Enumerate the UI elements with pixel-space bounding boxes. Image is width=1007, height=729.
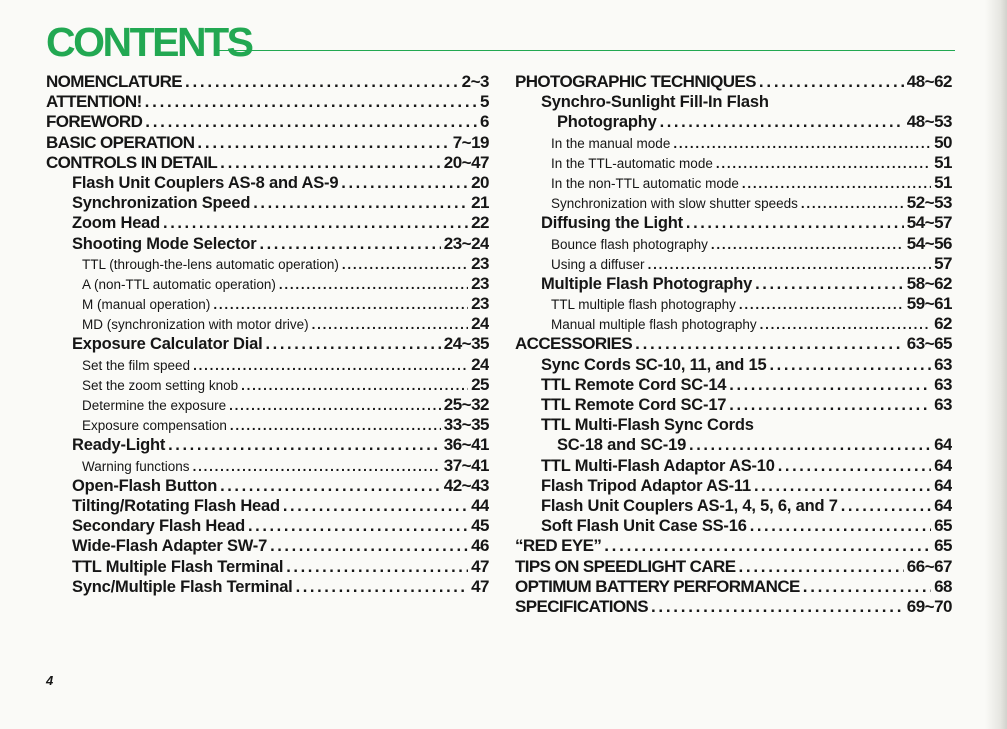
toc-right-column bbox=[515, 72, 952, 617]
toc-leader-dots bbox=[185, 72, 459, 92]
toc-leader-dots bbox=[230, 416, 441, 435]
toc-leader-dots bbox=[689, 435, 931, 455]
toc-entry-title: SPECIFICATIONS bbox=[515, 596, 648, 616]
toc-entry-title: ACCESSORIES bbox=[515, 334, 633, 354]
toc-entry-title: M (manual operation) bbox=[82, 297, 211, 313]
toc-entry-page: 63 bbox=[934, 354, 952, 374]
toc-leader-dots bbox=[229, 396, 441, 415]
toc-entry-title: TTL (through-the-lens automatic operation) bbox=[82, 256, 339, 272]
toc-entry-title: Exposure compensation bbox=[82, 418, 227, 434]
toc-entry bbox=[46, 112, 489, 132]
toc-leader-dots bbox=[312, 315, 469, 334]
toc-entry-title: BASIC OPERATION bbox=[46, 132, 195, 152]
toc-entry-page: 63 bbox=[934, 374, 952, 394]
toc-entry-title: Wide-Flash Adapter SW-7 bbox=[72, 537, 268, 556]
toc-leader-dots bbox=[193, 457, 441, 476]
toc-entry bbox=[515, 395, 952, 415]
toc-entry-page: 65 bbox=[934, 516, 952, 536]
toc-leader-dots bbox=[341, 173, 468, 193]
toc-entry bbox=[46, 496, 489, 516]
toc-entry bbox=[46, 415, 489, 435]
toc-entry-title: OPTIMUM BATTERY PERFORMANCE bbox=[515, 576, 800, 596]
toc-entry-page: 22 bbox=[471, 213, 489, 233]
toc-entry-title: TTL Remote Cord SC-14 bbox=[541, 375, 727, 394]
toc-entry-page: 44 bbox=[471, 495, 489, 515]
toc-entry bbox=[46, 516, 489, 536]
toc-entry-title: A (non-TTL automatic operation) bbox=[82, 276, 276, 292]
toc-entry-title: Bounce flash photography bbox=[551, 236, 708, 252]
toc-entry bbox=[46, 476, 489, 496]
toc-entry-page: 23 bbox=[471, 294, 489, 314]
toc-entry-page: 23 bbox=[471, 253, 489, 273]
toc-entry-title: Flash Unit Couplers AS-1, 4, 5, 6, and 7 bbox=[541, 496, 838, 515]
toc-leader-dots bbox=[283, 496, 468, 516]
toc-entry-page: 63~65 bbox=[906, 334, 952, 354]
toc-leader-dots bbox=[729, 375, 931, 395]
toc-entry bbox=[515, 153, 952, 173]
toc-leader-dots bbox=[759, 72, 904, 92]
toc-leader-dots bbox=[742, 174, 931, 193]
toc-entry-title: Photography bbox=[557, 113, 657, 132]
toc-entry bbox=[46, 577, 489, 597]
toc-leader-dots bbox=[801, 194, 904, 213]
toc-leader-dots bbox=[686, 213, 904, 233]
toc-entry-page: 20~47 bbox=[443, 152, 489, 172]
toc-entry-title: Sync/Multiple Flash Terminal bbox=[72, 577, 293, 596]
toc-entry bbox=[46, 213, 489, 233]
toc-entry bbox=[46, 456, 489, 476]
toc-leader-dots bbox=[145, 92, 477, 112]
toc-entry-page: 51 bbox=[934, 152, 952, 172]
toc-entry-page: 46 bbox=[471, 536, 489, 556]
toc-entry-page: 25 bbox=[471, 374, 489, 394]
toc-entry bbox=[46, 536, 489, 556]
toc-entry-title: NOMENCLATURE bbox=[46, 72, 183, 91]
toc-entry bbox=[46, 435, 489, 455]
toc-entry-title: Sync Cords SC-10, 11, and 15 bbox=[541, 355, 767, 374]
toc-entry-title: TIPS ON SPEEDLIGHT CARE bbox=[515, 556, 736, 576]
toc-leader-dots bbox=[163, 213, 468, 233]
toc-entry-title: PHOTOGRAPHIC TECHNIQUES bbox=[515, 72, 756, 91]
toc-leader-dots bbox=[279, 275, 468, 294]
toc-entry-title: Soft Flash Unit Case SS-16 bbox=[541, 517, 747, 536]
toc-entry-title: Set the zoom setting knob bbox=[82, 377, 239, 393]
toc-entry-title: TTL Multi-Flash Sync Cords bbox=[541, 416, 754, 435]
toc-entry-page: 50 bbox=[934, 132, 952, 152]
toc-entry-page: 48~53 bbox=[906, 112, 952, 132]
toc-leader-dots bbox=[241, 376, 468, 395]
toc-entry-title: ATTENTION! bbox=[46, 92, 142, 112]
toc-entry-title: TTL Remote Cord SC-17 bbox=[541, 396, 727, 414]
toc-entry-page: 68 bbox=[934, 576, 952, 596]
toc-entry-page: 47 bbox=[471, 576, 489, 596]
toc-entry-page: 6 bbox=[480, 112, 489, 132]
toc-left-column bbox=[46, 72, 489, 597]
toc-leader-dots bbox=[760, 315, 931, 334]
toc-entry bbox=[46, 375, 489, 395]
toc-entry-title: Determine the exposure bbox=[82, 398, 227, 413]
toc-entry bbox=[515, 456, 952, 476]
toc-entry-title: Ready-Light bbox=[72, 436, 166, 455]
toc-entry bbox=[46, 133, 489, 153]
toc-leader-dots bbox=[342, 255, 468, 274]
toc-entry-page: 64 bbox=[934, 475, 952, 495]
toc-entry-title: Synchronization Speed bbox=[72, 194, 251, 213]
toc-leader-dots bbox=[168, 435, 441, 455]
toc-entry bbox=[515, 516, 952, 536]
toc-entry-title: Manual multiple flash photography bbox=[551, 317, 757, 333]
toc-entry-page: 24 bbox=[471, 354, 489, 374]
toc-entry bbox=[515, 173, 952, 193]
toc-entry bbox=[515, 274, 952, 294]
toc-entry bbox=[515, 314, 952, 334]
toc-leader-dots bbox=[604, 536, 931, 556]
toc-entry-page: 64 bbox=[934, 455, 952, 475]
toc-entry bbox=[515, 254, 952, 274]
toc-entry bbox=[515, 597, 952, 617]
toc-entry-page: 37~41 bbox=[443, 455, 489, 475]
toc-entry-page: 23~24 bbox=[443, 233, 489, 253]
toc-entry-title: SC-18 and SC-19 bbox=[557, 436, 687, 455]
toc-entry-page: 57 bbox=[934, 253, 952, 273]
toc-entry-title: Synchronization with slow shutter speeds bbox=[551, 196, 798, 212]
toc-leader-dots bbox=[248, 516, 468, 536]
toc-entry-page: 5 bbox=[480, 92, 489, 112]
toc-leader-dots bbox=[270, 536, 468, 556]
toc-entry-title: Flash Unit Couplers AS-8 and AS-9 bbox=[72, 173, 339, 192]
toc-entry-title: MD (synchronization with motor drive) bbox=[82, 317, 309, 333]
toc-entry bbox=[46, 314, 489, 334]
toc-entry-title: Open-Flash Button bbox=[72, 476, 218, 495]
toc-entry-page: 48~62 bbox=[906, 72, 952, 91]
toc-entry bbox=[46, 557, 489, 577]
toc-entry bbox=[515, 577, 952, 597]
title-rule bbox=[218, 50, 955, 51]
toc-entry-title: TTL Multi-Flash Adaptor AS-10 bbox=[541, 456, 775, 475]
toc-entry bbox=[515, 213, 952, 233]
toc-entry-page: 65 bbox=[934, 536, 952, 556]
toc-entry-page: 69~70 bbox=[906, 596, 952, 616]
toc-leader-dots bbox=[220, 476, 441, 496]
toc-leader-dots bbox=[259, 234, 440, 254]
toc-entry-title: Flash Tripod Adaptor AS-11 bbox=[541, 476, 751, 495]
toc-entry bbox=[515, 294, 952, 314]
toc-entry-title: Set the film speed bbox=[82, 357, 191, 373]
toc-entry-title: Synchro-Sunlight Fill-In Flash bbox=[541, 93, 769, 112]
toc-entry bbox=[46, 234, 489, 254]
toc-leader-dots bbox=[651, 597, 904, 617]
toc-leader-dots bbox=[296, 577, 469, 597]
toc-entry bbox=[515, 234, 952, 254]
toc-leader-dots bbox=[286, 557, 468, 577]
toc-entry-page: 45 bbox=[471, 516, 489, 536]
toc-leader-dots bbox=[778, 456, 931, 476]
toc-leader-dots bbox=[145, 112, 477, 132]
toc-leader-dots bbox=[193, 356, 468, 375]
toc-entry-page: 58~62 bbox=[906, 273, 952, 293]
toc-entry bbox=[515, 72, 952, 92]
toc-leader-dots bbox=[729, 395, 931, 415]
toc-leader-dots bbox=[660, 112, 904, 132]
toc-entry-page: 24 bbox=[471, 314, 489, 334]
toc-entry-title: TTL multiple flash photography bbox=[551, 297, 736, 313]
toc-entry-page: 23 bbox=[471, 273, 489, 293]
toc-leader-dots bbox=[755, 274, 904, 294]
page-title: CONTENTS bbox=[46, 19, 252, 65]
toc-leader-dots bbox=[841, 496, 931, 516]
toc-entry-page: 24~35 bbox=[443, 334, 489, 354]
toc-entry-title: In the non-TTL automatic mode bbox=[551, 175, 739, 191]
toc-entry bbox=[515, 355, 952, 375]
toc-entry-page: 21 bbox=[471, 193, 489, 213]
page-edge-shadow bbox=[985, 0, 1007, 729]
toc-entry-title: Using a diffuser bbox=[551, 256, 645, 272]
toc-entry-page: 64 bbox=[934, 495, 952, 515]
toc-leader-dots bbox=[635, 334, 904, 354]
toc-entry bbox=[46, 72, 489, 92]
toc-entry-page: 63 bbox=[934, 395, 952, 414]
toc-entry bbox=[515, 536, 952, 556]
toc-entry-page: 62 bbox=[934, 314, 952, 334]
toc-entry-title: Zoom Head bbox=[72, 214, 161, 233]
toc-leader-dots bbox=[739, 295, 904, 314]
toc-entry bbox=[46, 355, 489, 375]
toc-entry-title: CONTROLS IN DETAIL bbox=[46, 152, 218, 172]
toc-entry-title: TTL Multiple Flash Terminal bbox=[72, 557, 284, 576]
toc-leader-dots bbox=[770, 355, 932, 375]
toc-leader-dots bbox=[711, 235, 904, 254]
toc-entry-title: Secondary Flash Head bbox=[72, 517, 245, 536]
toc-entry-title: Tilting/Rotating Flash Head bbox=[72, 496, 280, 515]
toc-entry-page: 2~3 bbox=[461, 72, 489, 91]
toc-entry-page: 25~32 bbox=[443, 395, 489, 414]
toc-entry-page: 66~67 bbox=[906, 556, 952, 576]
toc-entry bbox=[46, 274, 489, 294]
toc-entry bbox=[515, 435, 952, 455]
toc-leader-dots bbox=[266, 334, 441, 354]
toc-entry bbox=[46, 173, 489, 193]
toc-entry bbox=[46, 334, 489, 354]
toc-entry-title: Warning functions bbox=[82, 458, 190, 474]
toc-entry-page: 47 bbox=[471, 556, 489, 576]
toc-leader-dots bbox=[750, 516, 931, 536]
toc-leader-dots bbox=[738, 557, 903, 577]
toc-entry-title: FOREWORD bbox=[46, 112, 143, 132]
toc-entry bbox=[515, 193, 952, 213]
toc-leader-dots bbox=[648, 255, 932, 274]
toc-entry-title: Exposure Calculator Dial bbox=[72, 335, 263, 354]
toc-entry bbox=[46, 254, 489, 274]
toc-entry-page: 59~61 bbox=[906, 294, 952, 314]
toc-leader-dots bbox=[754, 476, 931, 496]
toc-entry bbox=[515, 496, 952, 516]
toc-entry-page: 54~57 bbox=[906, 213, 952, 233]
toc-leader-dots bbox=[716, 154, 931, 173]
toc-leader-dots bbox=[673, 134, 931, 153]
toc-entry-page: 64 bbox=[934, 435, 952, 455]
toc-entry-page: 42~43 bbox=[443, 475, 489, 495]
toc-entry-title: Shooting Mode Selector bbox=[72, 234, 257, 253]
toc-entry bbox=[515, 476, 952, 496]
toc-entry bbox=[515, 557, 952, 577]
toc-leader-dots bbox=[197, 133, 449, 153]
toc-leader-dots bbox=[253, 193, 468, 213]
page-number: 4 bbox=[46, 673, 54, 688]
toc-entry-title: Multiple Flash Photography bbox=[541, 274, 753, 293]
toc-entry-page: 51 bbox=[934, 172, 952, 192]
toc-leader-dots bbox=[803, 577, 931, 597]
toc-entry-page: 7~19 bbox=[452, 132, 489, 152]
toc-entry bbox=[46, 193, 489, 213]
toc-entry-title: In the TTL-automatic mode bbox=[551, 155, 713, 171]
toc-leader-dots bbox=[220, 153, 441, 173]
toc-entry bbox=[515, 133, 952, 153]
toc-entry bbox=[46, 395, 489, 415]
toc-entry bbox=[46, 153, 489, 173]
toc-entry bbox=[515, 334, 952, 354]
toc-entry-title: “RED EYE” bbox=[515, 536, 602, 556]
toc-entry bbox=[46, 92, 489, 112]
toc-entry bbox=[515, 375, 952, 395]
toc-entry-page: 20 bbox=[471, 172, 489, 192]
toc-entry bbox=[515, 415, 952, 435]
toc-entry-page: 33~35 bbox=[443, 415, 489, 435]
toc-entry-title: In the manual mode bbox=[551, 135, 671, 151]
toc-entry-page: 52~53 bbox=[906, 193, 952, 213]
toc-entry-page: 36~41 bbox=[443, 435, 489, 455]
toc-entry-title: Diffusing the Light bbox=[541, 214, 683, 233]
toc-leader-dots bbox=[213, 295, 468, 314]
toc-entry bbox=[46, 294, 489, 314]
toc-entry bbox=[515, 112, 952, 132]
toc-entry-page: 54~56 bbox=[906, 233, 952, 253]
toc-entry bbox=[515, 92, 952, 112]
